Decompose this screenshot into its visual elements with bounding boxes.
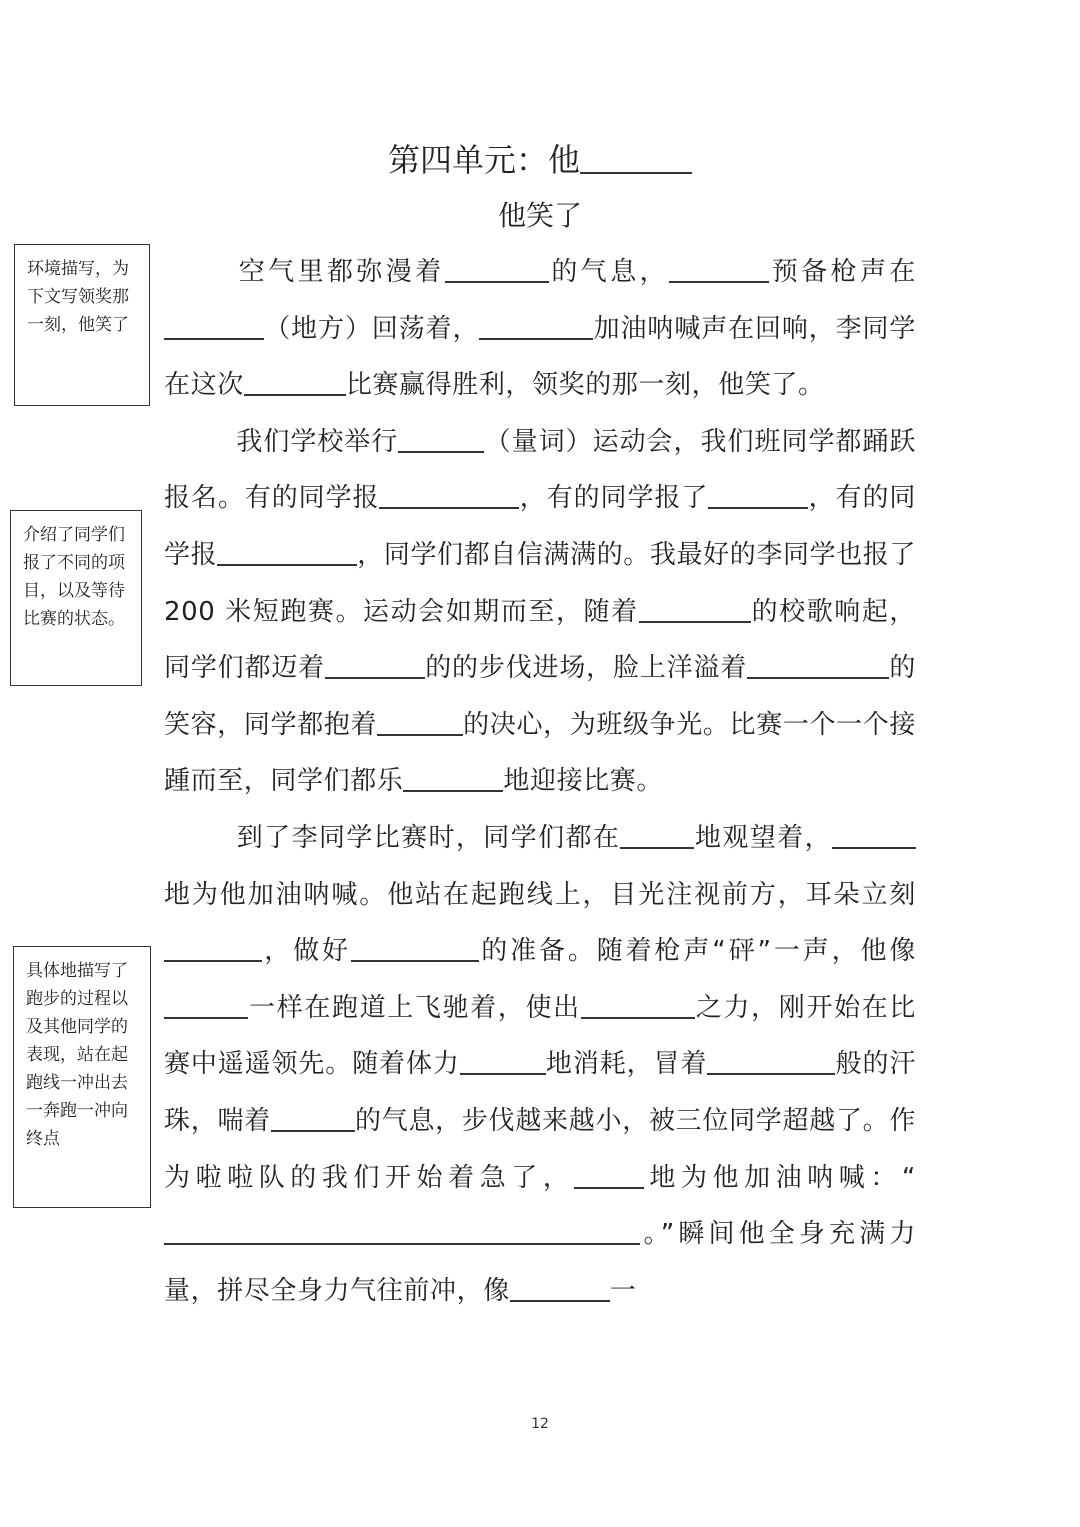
fill-blank[interactable]	[747, 651, 889, 679]
side-note-2-text: 介绍了同学们报了不同的项目，以及等待比赛的状态。	[23, 525, 125, 629]
essay-subtitle: 他笑了	[497, 199, 582, 232]
text-segment: （地方）回荡着，	[264, 313, 480, 344]
text-segment: 般的汗珠，喘着	[164, 1049, 916, 1136]
text-segment: 的笑容，同学都抱着	[164, 653, 917, 740]
text-segment: 的准备。随着枪声“砰”一声，他像	[478, 936, 916, 967]
title-blank	[580, 140, 692, 174]
text-segment: 地为他加油呐喊。他站在起跑线上，目光注视前方，耳朵立刻	[164, 879, 916, 910]
text-segment: 一样在跑道上飞驰着，使出	[248, 992, 581, 1023]
fill-blank[interactable]	[581, 991, 695, 1019]
fill-blank[interactable]	[379, 481, 519, 509]
text-segment: 之力，刚开始在比赛中遥遥领先。随着体力	[164, 992, 916, 1080]
paragraph-2	[164, 414, 916, 810]
text-segment: 加油呐喊声在回响，李同学在这次	[164, 313, 916, 401]
fill-blank[interactable]	[244, 368, 346, 396]
fill-blank[interactable]	[669, 255, 769, 283]
fill-blank[interactable]	[707, 1047, 835, 1075]
text-segment: 的决心，为班级争光。比赛一个一个接踵而至，同学们都乐	[164, 709, 916, 797]
fill-blank[interactable]	[620, 821, 694, 849]
text-segment: 。”瞬间他全身充满力量，拼尽全身力气往前冲，像	[164, 1219, 916, 1306]
side-note-2	[10, 510, 142, 686]
text-segment: 预备枪声在	[769, 257, 916, 287]
text-segment: 比赛赢得胜利，领奖的那一刻，他笑了。	[345, 370, 825, 401]
fill-blank[interactable]	[164, 1217, 640, 1245]
paragraph-1	[164, 244, 916, 414]
side-note-3-text: 具体地描写了跑步的过程以及其他同学的表现，站在起跑线一冲出去一奔跑一冲向终点	[26, 961, 128, 1149]
fill-blank[interactable]	[217, 538, 357, 566]
text-segment: 的气息，	[548, 257, 669, 287]
text-segment: ，同学们都自信满满的。我最好的李同学也报了 200 米短跑赛。运动会如期而至，随着	[164, 539, 916, 627]
text-segment: 的校歌响起，同学们都迈着	[164, 596, 916, 684]
fill-blank[interactable]	[325, 651, 425, 679]
text-segment: 地消耗，冒着	[545, 1049, 708, 1080]
essay-body	[164, 244, 916, 1319]
text-segment: 一	[609, 1275, 637, 1306]
side-note-1-text: 环境描写，为下文写领奖那一刻，他笑了	[27, 259, 129, 335]
text-segment: 的的步伐进场，脸上洋溢着	[424, 653, 748, 684]
fill-blank[interactable]	[403, 764, 503, 792]
unit-title-text: 第四单元：他	[387, 141, 580, 179]
page-number: 12	[531, 1416, 549, 1432]
text-segment: 空气里都弥漫着	[236, 257, 445, 287]
text-segment: 到了李同学比赛时，同学们都在	[236, 822, 621, 853]
fill-blank[interactable]	[445, 255, 549, 283]
text-segment: （量词）运动会，我们班同学都踊跃报名。有的同学报	[164, 426, 916, 514]
fill-blank[interactable]	[398, 425, 484, 453]
fill-blank[interactable]	[351, 934, 479, 962]
text-segment: ，有的同学报了	[519, 483, 709, 514]
fill-blank[interactable]	[708, 481, 808, 509]
fill-blank[interactable]	[510, 1274, 610, 1302]
text-segment: 地为他加油呐喊：“	[644, 1162, 916, 1193]
fill-blank[interactable]	[460, 1047, 546, 1075]
text-segment: 的气息，步伐越来越小，被三位同学超越了。作为啦啦队的我们开始着急了，	[164, 1105, 916, 1193]
fill-blank[interactable]	[832, 821, 916, 849]
text-segment: 地观望着，	[694, 822, 832, 853]
fill-blank[interactable]	[377, 708, 463, 736]
fill-blank[interactable]	[574, 1161, 644, 1189]
text-segment: 地迎接比赛。	[503, 766, 664, 797]
text-segment: ，做好	[262, 936, 351, 967]
fill-blank[interactable]	[164, 934, 262, 962]
fill-blank[interactable]	[639, 595, 751, 623]
paragraph-3	[164, 810, 916, 1319]
fill-blank[interactable]	[271, 1104, 355, 1132]
fill-blank[interactable]	[164, 991, 248, 1019]
fill-blank[interactable]	[164, 312, 264, 340]
text-segment: ，有的同学报	[164, 483, 916, 570]
side-note-3	[13, 946, 151, 1208]
unit-title	[0, 138, 1080, 182]
text-segment: 我们学校举行	[236, 426, 399, 457]
side-note-1	[14, 244, 150, 406]
fill-blank[interactable]	[479, 312, 593, 340]
